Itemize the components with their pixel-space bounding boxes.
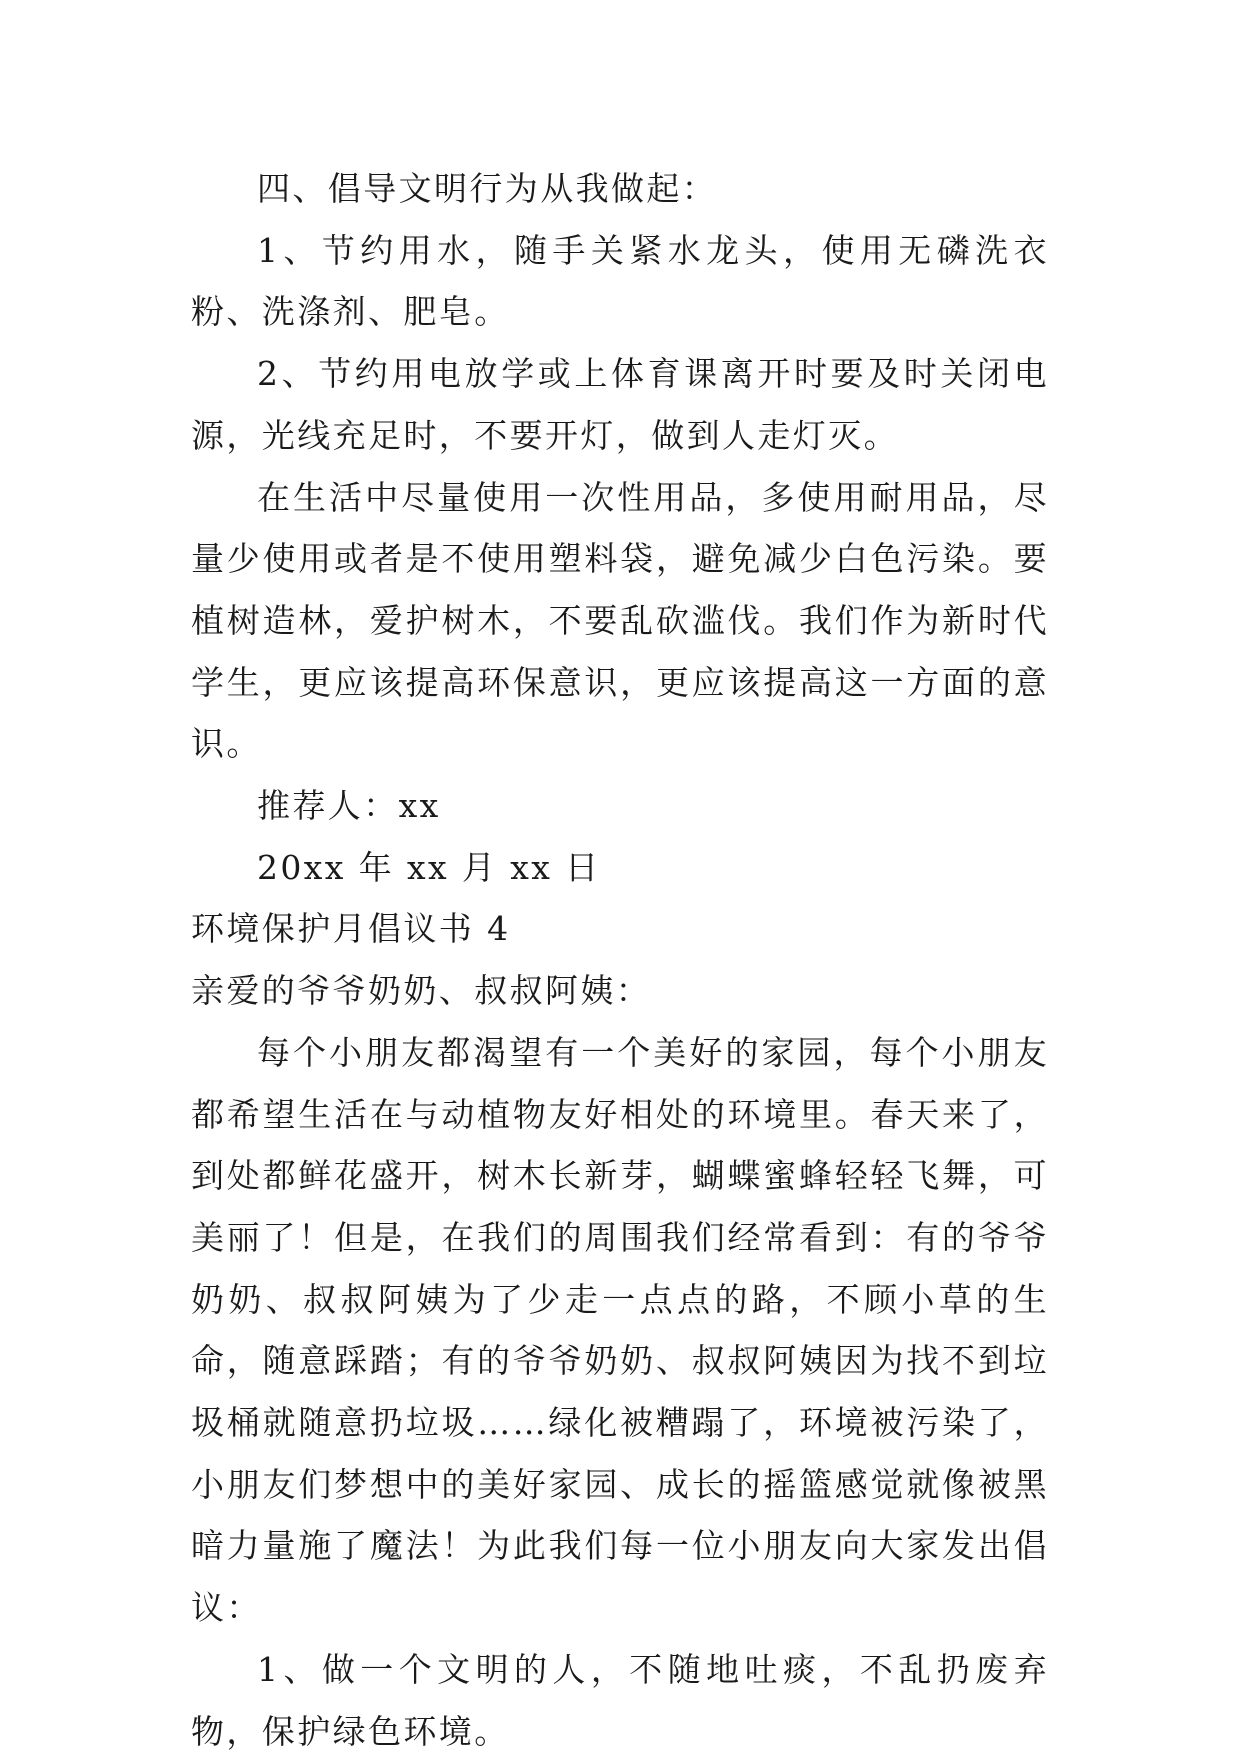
recommender-line: 推荐人：xx [257, 786, 441, 826]
paragraph-intro: 每个小朋友都渴望有一个美好的家园，每个小朋友都希望生活在与动植物友好相处的环境里。春天来了，到处都鲜花盛开，树木长新芽，蝴蝶蜜蜂轻轻飞舞，可美丽了！但是，在我们的周围我们经常看到：有的爷爷奶奶、叔叔阿姨为了少走一点点的路，不顾小草的生命，随意踩踏；有的爷爷奶奶、叔叔阿姨因为找不到垃圾桶就随意扔垃圾……绿化被糟蹋了，环境被污染了，小朋友们梦想中的美好家园、成长的摇篮感觉就像被黑暗力量施了魔法！为此我们每一位小朋友向大家发出倡议： [191, 1032, 1049, 1628]
paragraph-save-electricity: 2、节约用电放学或上体育课离开时要及时关闭电源，光线充足时，不要开灯，做到人走灯灭。 [191, 354, 1049, 455]
document-body [191, 158, 1049, 1762]
paragraph-section-four-heading: 四、倡导文明行为从我做起： [257, 169, 718, 208]
paragraph-proposal-one: 1、做一个文明的人，不随地吐痰，不乱扔废弃物，保护绿色环境。 [191, 1649, 1049, 1751]
section-title: 环境保护月倡议书 4 [191, 909, 511, 949]
paragraph-save-water: 1、节约用水，随手关紧水龙头，使用无磷洗衣粉、洗涤剂、肥皂。 [191, 230, 1049, 332]
date-line: 20xx 年 xx 月 xx 日 [257, 847, 601, 887]
salutation: 亲爱的爷爷奶奶、叔叔阿姨： [191, 971, 652, 1011]
paragraph-daily-life: 在生活中尽量使用一次性用品，多使用耐用品，尽量少使用或者是不使用塑料袋，避免减少白色污染。要植树造林，爱护树木，不要乱砍滥伐。我们作为新时代学生，更应该提高环保意识，更应该提高这一方面的意识。 [191, 477, 1049, 764]
